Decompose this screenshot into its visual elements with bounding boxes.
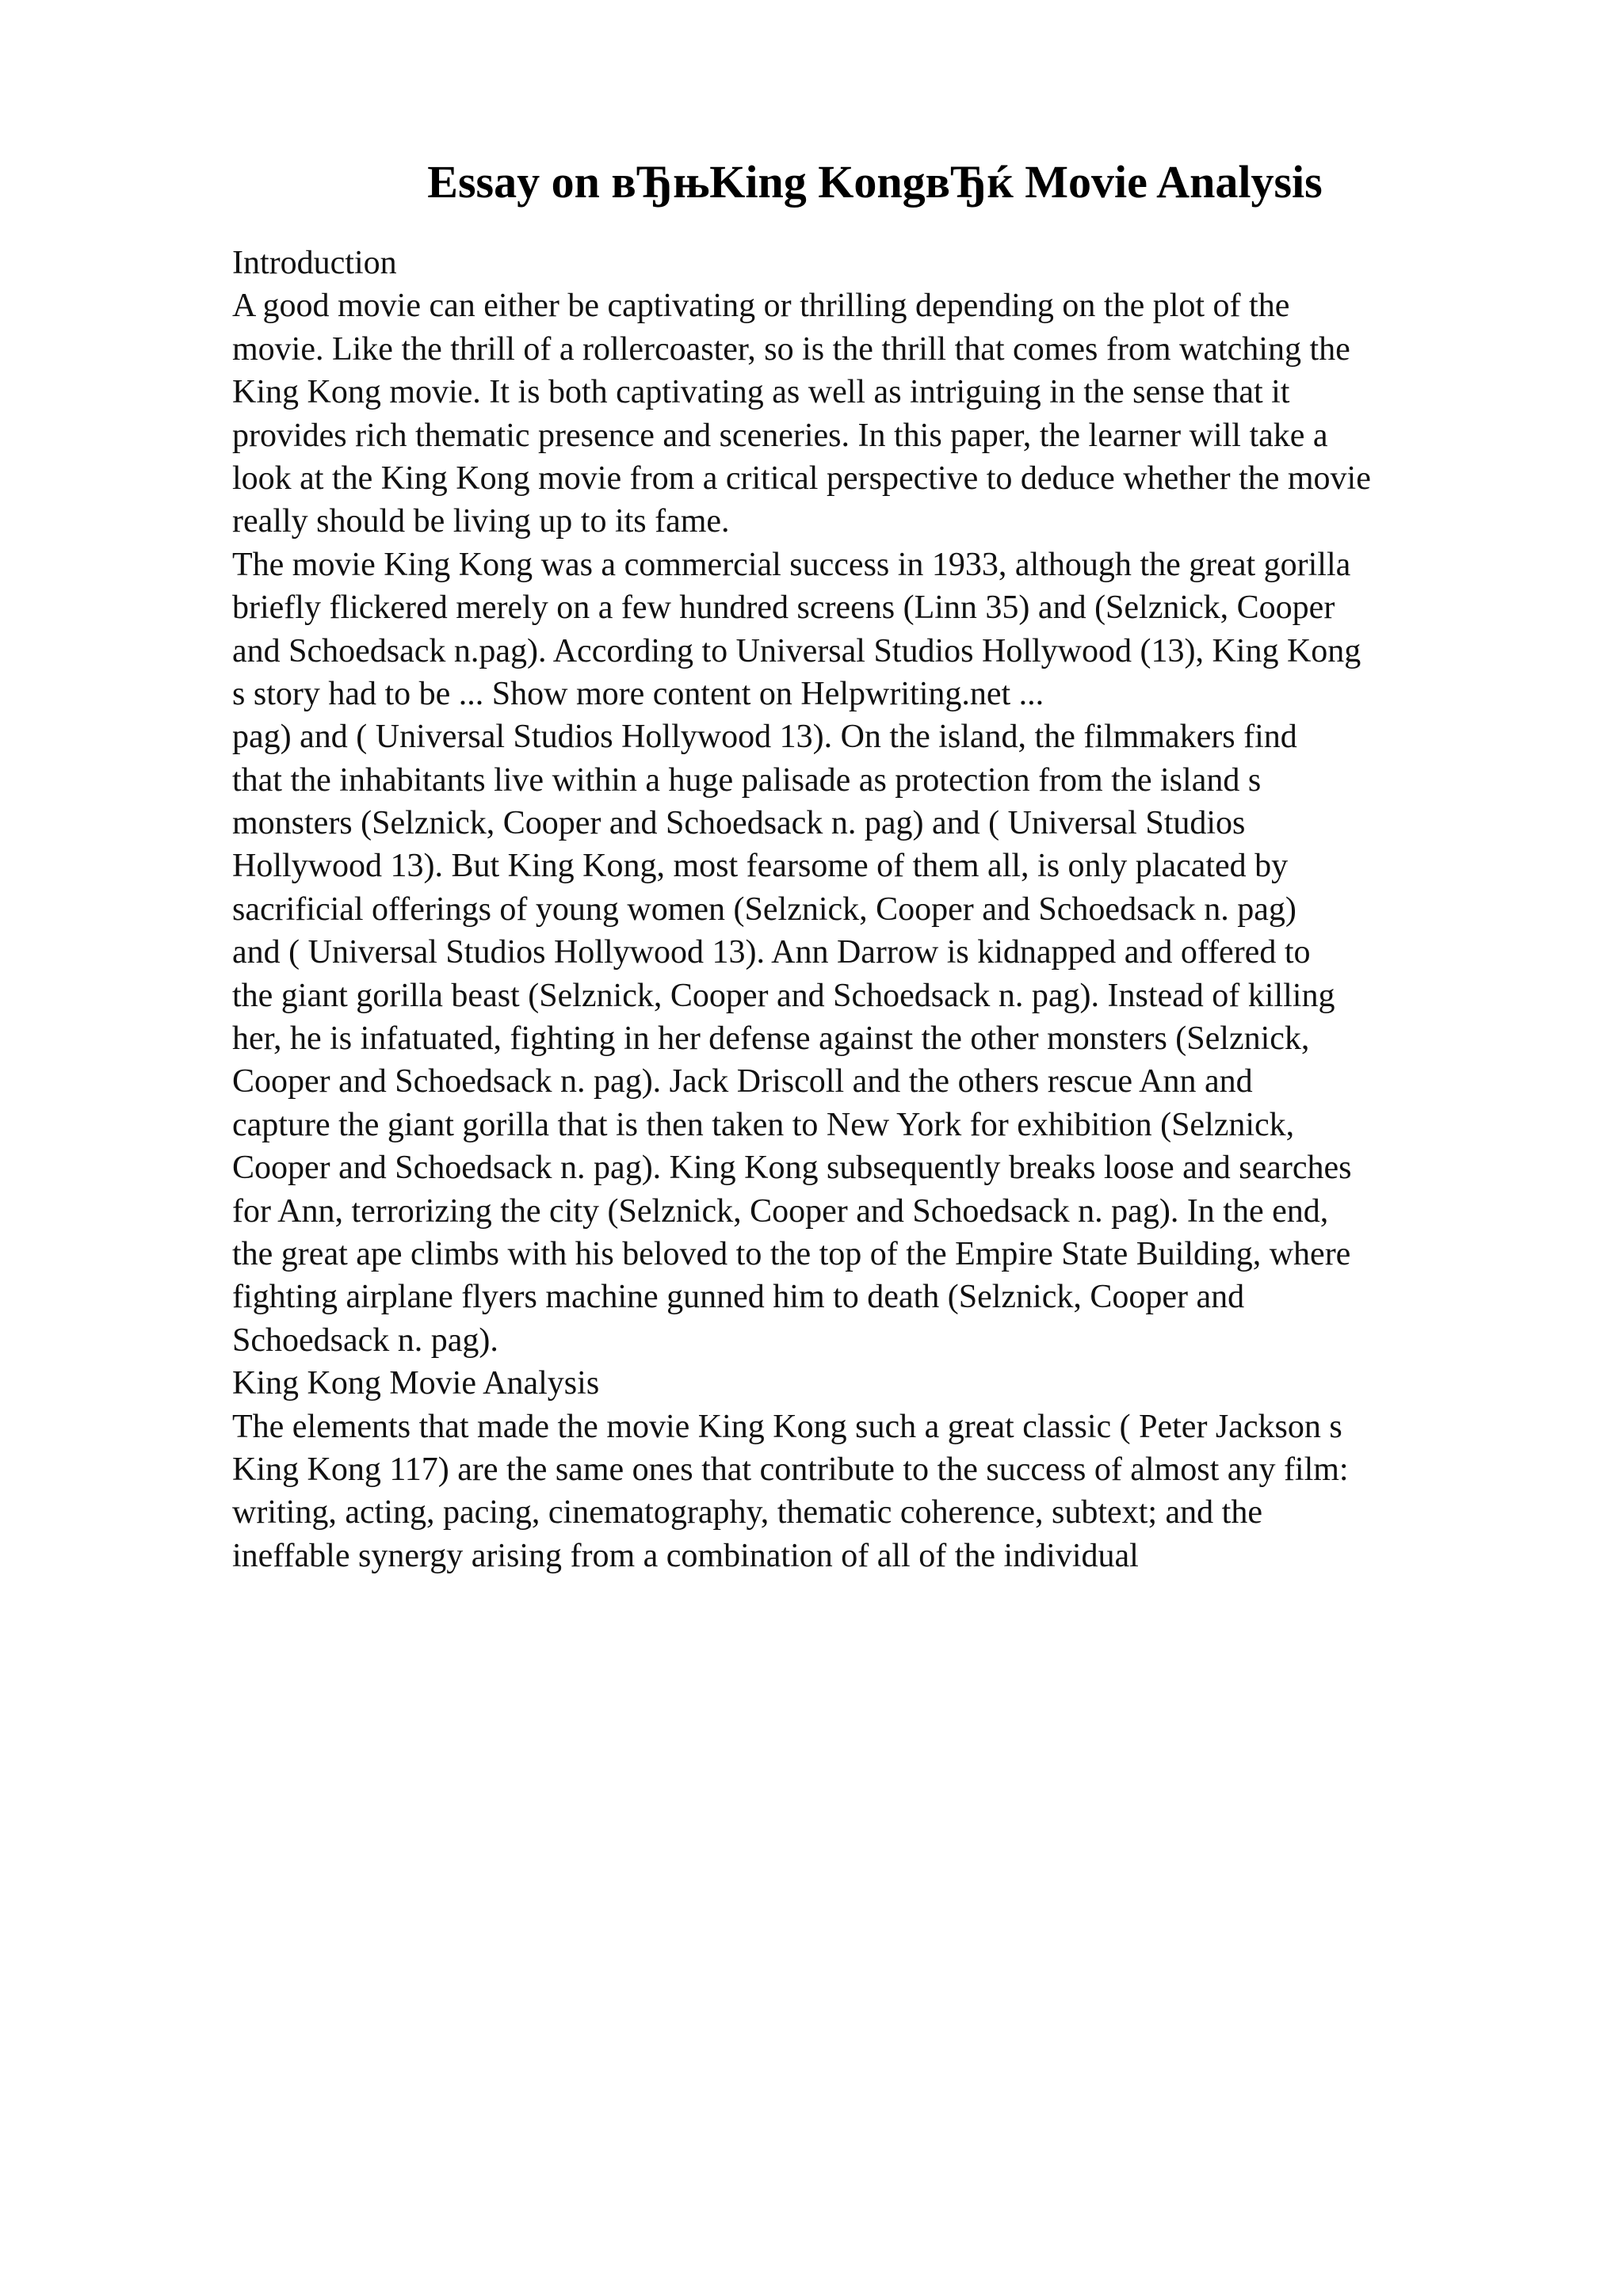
text-line: The movie King Kong was a commercial success in 1933, although the great gorilla <box>232 546 1351 583</box>
text-line: look at the King Kong movie from a critical perspective to deduce whether the movie <box>232 460 1371 497</box>
document-title: Essay on вЂњKing KongвЂќ Movie Analysis <box>427 156 1323 208</box>
text-line: movie. Like the thrill of a rollercoaster, so is the thrill that comes from watching the <box>232 330 1350 368</box>
text-line: The elements that made the movie King Kong such a great classic ( Peter Jackson s <box>232 1408 1342 1445</box>
text-line: sacrificial offerings of young women (Selznick, Cooper and Schoedsack n. pag) <box>232 891 1296 928</box>
text-line: Introduction <box>232 245 397 281</box>
text-line: and Schoedsack n.pag). According to Universal Studios Hollywood (13), King Kong <box>232 632 1361 669</box>
text-line: Hollywood 13). But King Kong, most fearsome of them all, is only placated by <box>232 848 1289 885</box>
text-line: ineffable synergy arising from a combination of all of the individual <box>232 1537 1139 1574</box>
text-line: s story had to be ... Show more content on Helpwriting.net ... <box>232 675 1044 712</box>
text-line: A good movie can either be captivating or thrilling depending on the plot of the <box>232 288 1290 325</box>
text-line: writing, acting, pacing, cinematography, thematic coherence, subtext; and the <box>232 1494 1262 1531</box>
text-line: monsters (Selznick, Cooper and Schoedsack n. pag) and ( Universal Studios <box>232 805 1246 842</box>
text-line: King Kong movie. It is both captivating as well as intriguing in the sense that it <box>232 374 1290 411</box>
text-line: fighting airplane flyers machine gunned him to death (Selznick, Cooper and <box>232 1279 1245 1316</box>
document-body <box>232 242 1516 1577</box>
text-line: for Ann, terrorizing the city (Selznick, Cooper and Schoedsack n. pag). In the end, <box>232 1192 1329 1230</box>
text-line: capture the giant gorilla that is then taken to New York for exhibition (Selznick, <box>232 1106 1295 1143</box>
text-line: King Kong Movie Analysis <box>232 1365 600 1402</box>
text-line: Cooper and Schoedsack n. pag). King Kong subsequently breaks loose and searches <box>232 1150 1352 1187</box>
text-line: that the inhabitants live within a huge palisade as protection from the island s <box>232 761 1262 799</box>
text-line: her, he is infatuated, fighting in her defense against the other monsters (Selznick, <box>232 1020 1310 1058</box>
text-line: King Kong 117) are the same ones that contribute to the success of almost any film: <box>232 1451 1349 1488</box>
text-line: and ( Universal Studios Hollywood 13). Ann Darrow is kidnapped and offered to <box>232 934 1311 971</box>
text-line: the giant gorilla beast (Selznick, Cooper and Schoedsack n. pag). Instead of killing <box>232 977 1335 1014</box>
text-line: the great ape climbs with his beloved to the top of the Empire State Building, where <box>232 1235 1351 1272</box>
text-line: really should be living up to its fame. <box>232 503 730 540</box>
text-line: Schoedsack n. pag). <box>232 1322 498 1359</box>
text-line: provides rich thematic presence and sceneries. In this paper, the learner will take a <box>232 417 1328 454</box>
text-line: Cooper and Schoedsack n. pag). Jack Driscoll and the others rescue Ann and <box>232 1063 1253 1100</box>
text-line: pag) and ( Universal Studios Hollywood 13). On the island, the filmmakers find <box>232 719 1297 756</box>
text-line: briefly flickered merely on a few hundred screens (Linn 35) and (Selznick, Cooper <box>232 589 1335 627</box>
